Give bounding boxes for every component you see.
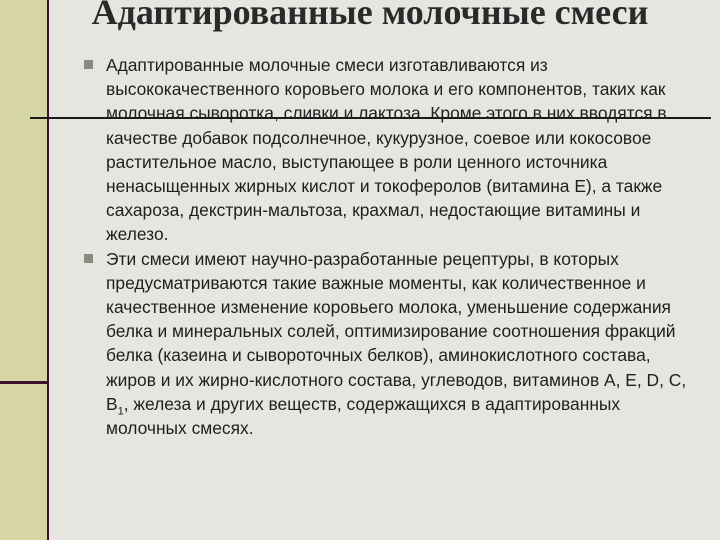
slide-content xyxy=(80,53,700,440)
bullet-text-part: , железа и других веществ, содержащихся в адаптированных молочных смесях. xyxy=(106,393,621,439)
slide-title: Адаптированные молочные смеси xyxy=(91,0,649,32)
left-decorative-band xyxy=(0,0,47,540)
bullet-item xyxy=(80,53,700,247)
left-accent-line xyxy=(47,0,49,540)
square-bullet-icon xyxy=(84,254,93,263)
bullet-item xyxy=(80,247,700,441)
bullet-text-part: Эти смеси имеют научно-разработанные рецептуры, в которых предусматриваются такие важные моменты, как количественное и качественное изменение коровьего молока, уменьшение содержания белка и минеральных солей, оптимизирование соотношения фракций белка (казеина и сывороточных белков), аминокислотного состава, жиров и их жирно-кислотного состава, углеводов, витаминов А, Е, D, С, В xyxy=(106,248,687,414)
square-bullet-icon xyxy=(84,60,93,69)
bullet-text: Адаптированные молочные смеси изготавливаются из высококачественного коровьего молока и его компонентов, таких как молочная сыворотка, сливки и лактоза. Кроме этого в них вводятся в качестве добавок подсолнечное, кукурузное, соевое или кокосовое растительное масло, выступающее в роли ценного источника ненасыщенных жирных кислот и токоферолов (витамина Е), а также сахароза, декстрин-мальтоза, крахмал, недостающие витамины и железо. xyxy=(106,55,667,245)
vitamin-subscript: 1 xyxy=(117,405,124,418)
left-band-divider xyxy=(0,381,47,384)
bullet-text xyxy=(106,247,700,441)
